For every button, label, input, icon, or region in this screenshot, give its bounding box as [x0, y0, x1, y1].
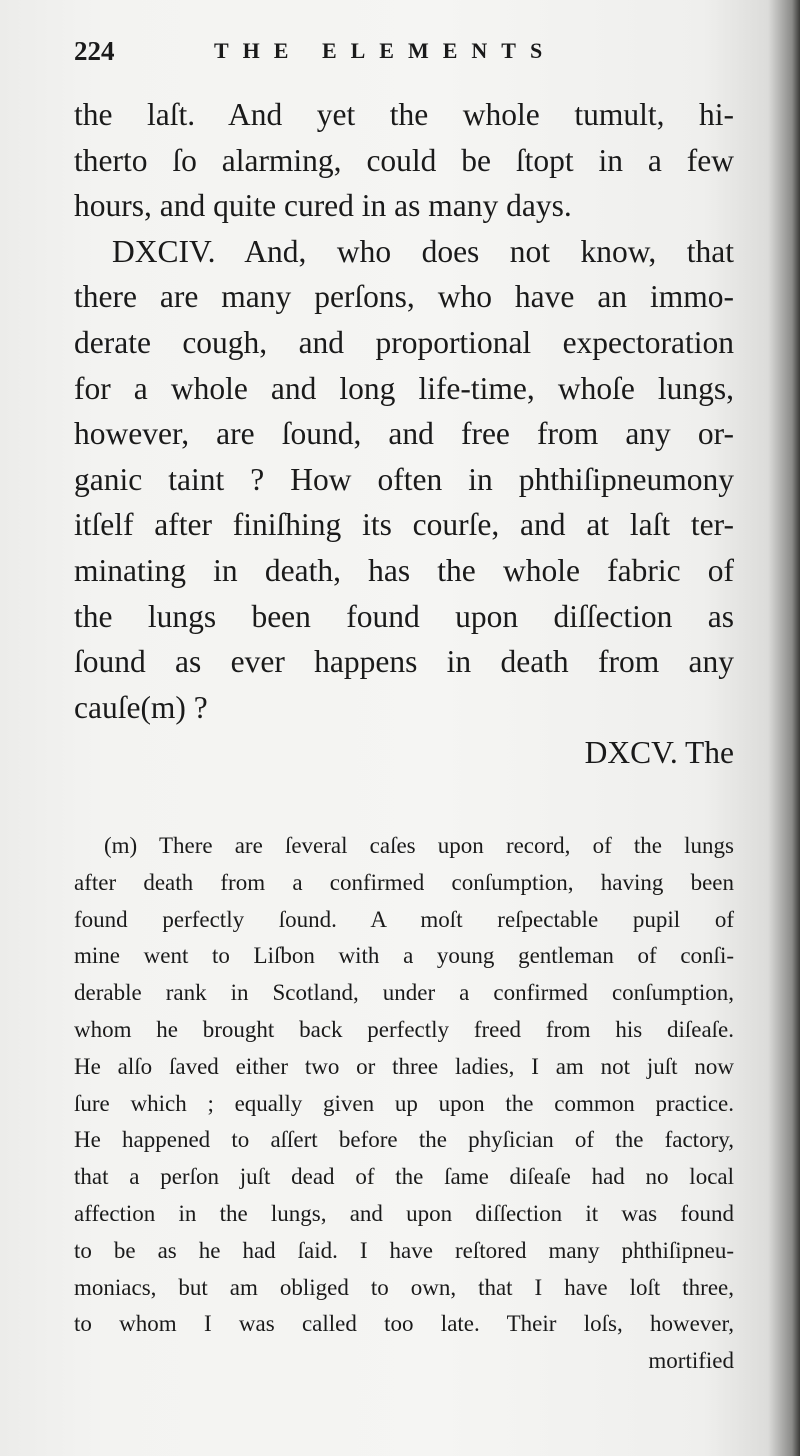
body-line: minating in death, has the whole fabric of: [74, 552, 734, 588]
footnote-line: after death from a confirmed conſumption, having been: [74, 869, 734, 895]
body-line: ganic taint ? How often in phthiſipneumony: [74, 461, 734, 497]
body-line: cauſe(m) ?: [74, 689, 208, 725]
catchword-line: DXCV. The: [584, 735, 734, 771]
page-header: [74, 36, 734, 76]
footnote-line: moniacs, but am obliged to own, that I have loſt three,: [74, 1274, 734, 1300]
body-text: [74, 92, 734, 776]
body-line: itſelf after finiſhing its courſe, and at laſt ter-: [74, 507, 734, 543]
footnote-line: found perfectly ſound. A moſt reſpectable pupil of: [74, 906, 734, 932]
catchword: mortified: [648, 1348, 734, 1374]
footnote: [74, 828, 734, 1380]
footnote-line: ſure which ; equally given up upon the common practice.: [74, 1090, 734, 1116]
footnote-line: to whom I was called too late. Their loſs, however,: [74, 1311, 734, 1337]
running-head: THE ELEMENTS: [214, 38, 557, 63]
body-line: the laſt. And yet the whole tumult, hi-: [74, 97, 734, 132]
footnote-line: He alſo ſaved either two or three ladies, I am not juſt now: [74, 1053, 734, 1079]
footnote-line: He happened to aſſert before the phyſician of the factory,: [74, 1127, 734, 1153]
body-line: therto ſo alarming, could be ſtopt in a few: [74, 142, 734, 178]
paragraph-start-DXCIV: DXCIV. And, who does not know, that: [112, 233, 734, 269]
body-line: for a whole and long life-time, whoſe lungs,: [74, 370, 734, 406]
footnote-line: that a perſon juſt dead of the ſame diſeaſe had no local: [74, 1164, 734, 1190]
body-line: the lungs been found upon diſſection as: [74, 598, 734, 634]
footnote-line: derable rank in Scotland, under a confirmed conſumption,: [74, 980, 734, 1006]
body-line: there are many perſons, who have an immo-: [74, 279, 734, 315]
footnote-line: affection in the lungs, and upon diſſection it was found: [74, 1200, 734, 1226]
footnote-line: mine went to Liſbon with a young gentleman of conſi-: [74, 943, 734, 969]
body-line: ſound as ever happens in death from any: [74, 644, 734, 680]
footnote-line: whom he brought back perfectly freed from his diſeaſe.: [74, 1016, 734, 1042]
body-line: however, are ſound, and free from any or-: [74, 416, 734, 452]
body-line: derate cough, and proportional expectoration: [74, 324, 734, 360]
footnote-line: (m) There are ſeveral caſes upon record, of the lungs: [104, 833, 734, 858]
page-number: 224: [74, 36, 115, 66]
footnote-line: to be as he had ſaid. I have reſtored many phthiſipneu-: [74, 1237, 734, 1263]
body-line: hours, and quite cured in as many days.: [74, 188, 572, 224]
